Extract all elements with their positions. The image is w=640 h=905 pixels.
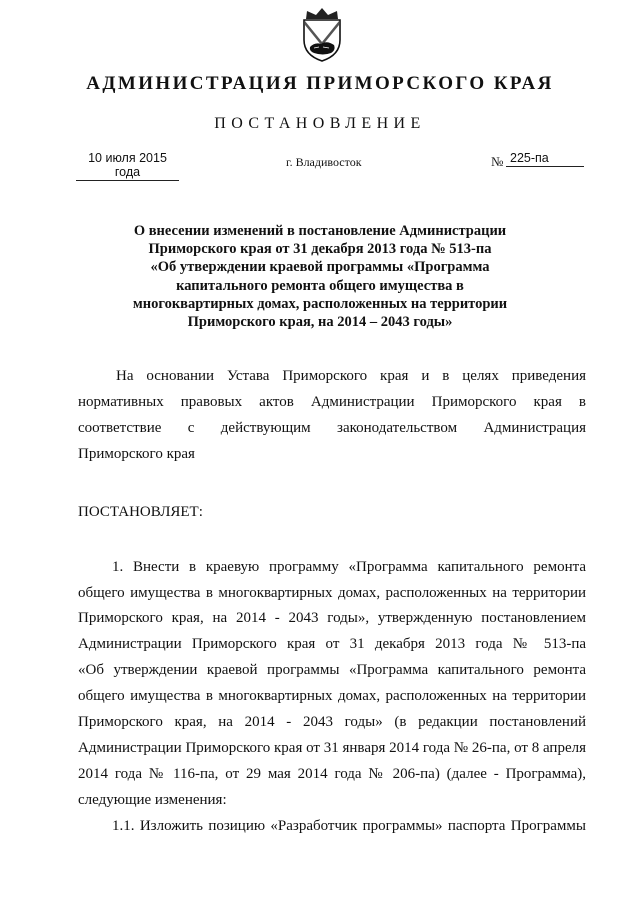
item-1-line: Приморского края, на 2014 - 2043 годы», утвержденную постановлением xyxy=(78,610,586,626)
decree-label: ПОСТАНОВЛЯЕТ: xyxy=(78,504,203,520)
item-1-1-line: 1.1. Изложить позицию «Разработчик программы» паспорта Программы xyxy=(112,818,586,834)
item-1-line: Приморского края, на 2014 - 2043 годы» (в редакции постановлений xyxy=(78,714,586,730)
item-1-line: 1. Внести в краевую программу «Программа капитального ремонта xyxy=(112,559,586,575)
document-number: 225-па xyxy=(506,151,584,167)
item-1-line: «Об утверждении краевой программы «Программа капитального ремонта xyxy=(78,662,586,678)
title-line: Приморского края, на 2014 – 2043 годы» xyxy=(187,314,453,331)
preamble-line: Приморского края xyxy=(78,446,195,462)
title-line: «Об утверждении краевой программы «Программа xyxy=(150,259,490,276)
preamble-line: На основании Устава Приморского края и в целях приведения xyxy=(116,368,586,384)
item-1-line: 2014 года № 116-па, от 29 мая 2014 года № 206-па) (далее - Программа), xyxy=(78,766,586,782)
organization-name: АДМИНИСТРАЦИЯ ПРИМОРСКОГО КРАЯ xyxy=(86,73,554,94)
item-1-line: Администрации Приморского края от 31 декабря 2013 года № 513-па xyxy=(78,636,586,652)
title-line: О внесении изменений в постановление Администрации xyxy=(133,223,507,239)
document-date: 10 июля 2015 года xyxy=(76,151,179,181)
item-1-line: следующие изменения: xyxy=(78,792,227,808)
document-title xyxy=(110,222,530,331)
preamble-line: нормативных правовых актов Администрации Приморского края в xyxy=(78,394,586,410)
title-line: капитального ремонта общего имущества в xyxy=(176,277,464,294)
title-line: Приморского края от 31 декабря 2013 года № 513-па xyxy=(148,241,492,258)
item-1-line: общего имущества в многоквартирных домах, расположенных на территории xyxy=(78,688,586,704)
number-label: № xyxy=(491,154,504,169)
title-line: многоквартирных домах, расположенных на территории xyxy=(132,295,508,312)
item-1-line: общего имущества в многоквартирных домах, расположенных на территории xyxy=(78,585,586,601)
document-type: ПОСТАНОВЛЕНИЕ xyxy=(214,115,426,132)
document-city: г. Владивосток xyxy=(286,155,362,169)
preamble-line: соответствие с действующим законодательством Администрация xyxy=(78,420,586,436)
coat-of-arms-icon xyxy=(301,6,343,62)
item-1-line: Администрации Приморского края от 31 января 2014 года № 26-па, от 8 апреля xyxy=(78,740,586,756)
